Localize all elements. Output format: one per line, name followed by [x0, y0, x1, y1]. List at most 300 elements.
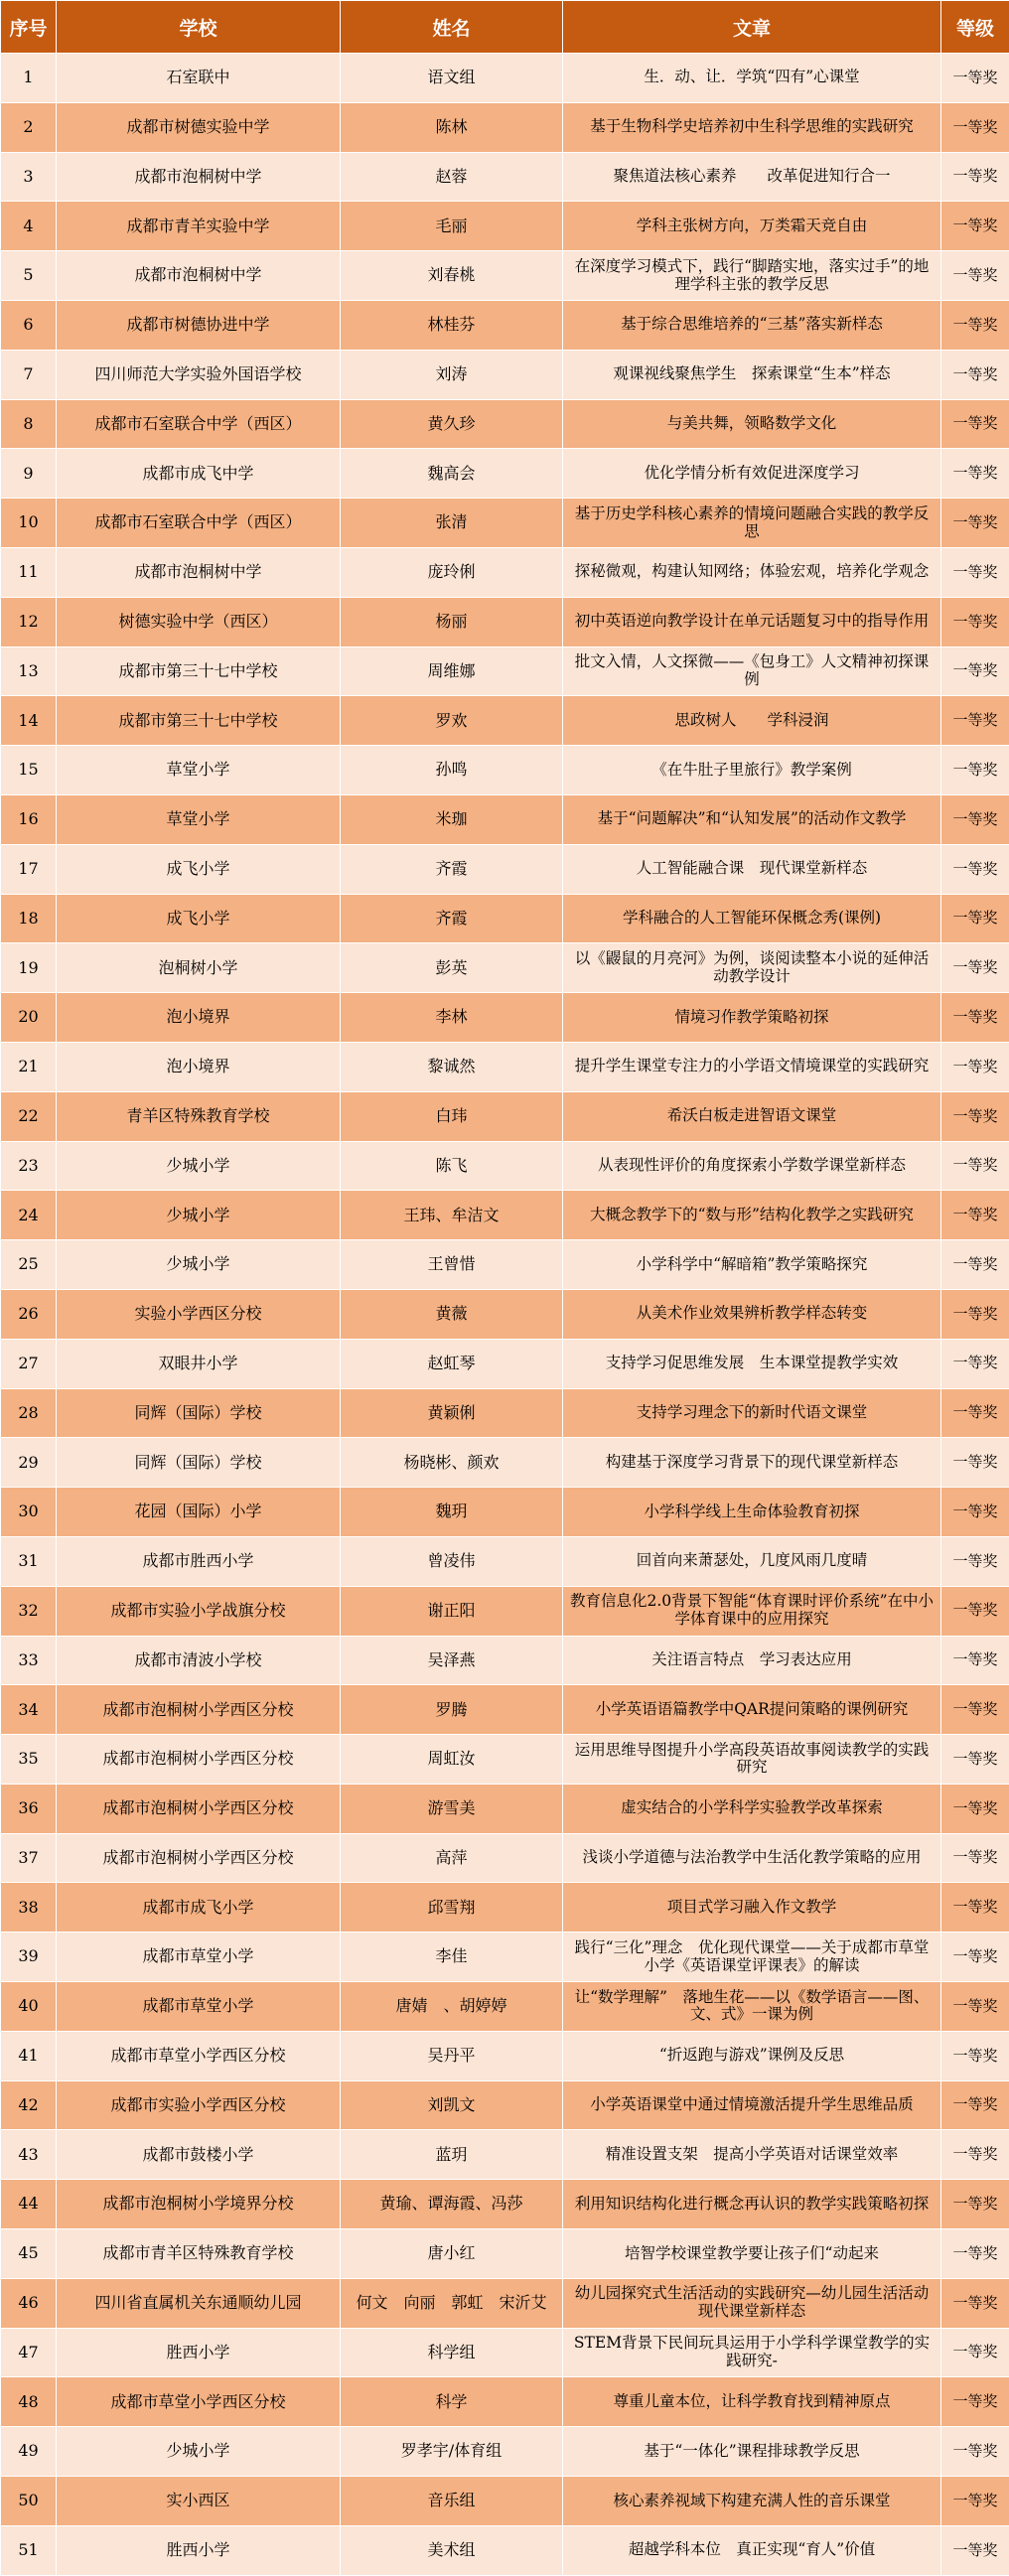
- row-level: 一等奖: [941, 2427, 1009, 2477]
- row-level: 一等奖: [941, 1982, 1009, 2032]
- row-school: 成都市泡桐树小学西区分校: [57, 1735, 341, 1785]
- row-article: 培智学校课堂教学要让孩子们“动起来: [563, 2229, 941, 2279]
- table-row: [1, 2377, 1009, 2427]
- row-article: 项目式学习融入作文教学: [563, 1883, 941, 1932]
- row-level: 一等奖: [941, 2278, 1009, 2328]
- row-number: 46: [1, 2278, 57, 2328]
- header-level: 等级: [941, 1, 1009, 54]
- row-number: 28: [1, 1388, 57, 1438]
- row-name: 庞玲俐: [341, 547, 563, 597]
- row-article: 核心素养视域下构建充满人性的音乐课堂: [563, 2477, 941, 2526]
- row-name: 罗孝宇/体育组: [341, 2427, 563, 2477]
- row-article: 运用思维导图提升小学高段英语故事阅读教学的实践研究: [563, 1735, 941, 1785]
- row-article: 学科融合的人工智能环保概念秀(课例): [563, 894, 941, 943]
- table-row: [1, 1191, 1009, 1240]
- row-article: 从美术作业效果辨析教学样态转变: [563, 1289, 941, 1339]
- row-article: 从表现性评价的角度探索小学数学课堂新样态: [563, 1141, 941, 1191]
- row-name: 刘凯文: [341, 2080, 563, 2130]
- row-school: 成都市树德实验中学: [57, 102, 341, 152]
- row-name: 何文 向丽 郭虹 宋沂艾: [341, 2278, 563, 2328]
- row-number: 42: [1, 2080, 57, 2130]
- row-name: 邱雪翔: [341, 1883, 563, 1932]
- row-name: 美术组: [341, 2525, 563, 2575]
- row-article: 支持学习理念下的新时代语文课堂: [563, 1388, 941, 1438]
- row-name: 谢正阳: [341, 1586, 563, 1636]
- row-level: 一等奖: [941, 1091, 1009, 1141]
- row-name: 王曾惜: [341, 1240, 563, 1290]
- table-row: [1, 894, 1009, 943]
- table-row: [1, 2080, 1009, 2130]
- table-row: [1, 696, 1009, 746]
- row-level: 一等奖: [941, 1141, 1009, 1191]
- table-row: [1, 1883, 1009, 1932]
- row-school: 泡小境界: [57, 1042, 341, 1091]
- row-level: 一等奖: [941, 1191, 1009, 1240]
- row-school: 实验小学西区分校: [57, 1289, 341, 1339]
- row-school: 少城小学: [57, 1240, 341, 1290]
- row-number: 26: [1, 1289, 57, 1339]
- row-number: 4: [1, 202, 57, 251]
- row-level: 一等奖: [941, 1488, 1009, 1537]
- row-name: 毛丽: [341, 202, 563, 251]
- row-number: 9: [1, 449, 57, 499]
- row-number: 5: [1, 251, 57, 301]
- row-level: 一等奖: [941, 499, 1009, 548]
- table-row: [1, 1388, 1009, 1438]
- row-number: 31: [1, 1536, 57, 1586]
- row-name: 赵蓉: [341, 152, 563, 202]
- table-row: [1, 1240, 1009, 1290]
- row-level: 一等奖: [941, 2080, 1009, 2130]
- row-article: 观课视线聚焦学生 探索课堂“生本”样态: [563, 350, 941, 399]
- row-article: 提升学生课堂专注力的小学语文情境课堂的实践研究: [563, 1042, 941, 1091]
- row-article: 优化学情分析有效促进深度学习: [563, 449, 941, 499]
- row-article: 基于生物科学史培养初中生科学思维的实践研究: [563, 102, 941, 152]
- row-school: 同辉（国际）学校: [57, 1438, 341, 1488]
- table-row: [1, 1685, 1009, 1735]
- row-level: 一等奖: [941, 102, 1009, 152]
- row-article: 小学英语课堂中通过情境激活提升学生思维品质: [563, 2080, 941, 2130]
- row-school: 成都市石室联合中学（西区）: [57, 399, 341, 449]
- row-name: 刘春桃: [341, 251, 563, 301]
- row-school: 成都市青羊实验中学: [57, 202, 341, 251]
- row-school: 成都市石室联合中学（西区）: [57, 499, 341, 548]
- table-row: [1, 1438, 1009, 1488]
- row-name: 彭英: [341, 943, 563, 993]
- row-name: 白玮: [341, 1091, 563, 1141]
- row-number: 38: [1, 1883, 57, 1932]
- row-level: 一等奖: [941, 1289, 1009, 1339]
- table-row: [1, 597, 1009, 646]
- table-row: [1, 1141, 1009, 1191]
- row-level: 一等奖: [941, 1685, 1009, 1735]
- row-school: 成都市草堂小学: [57, 1982, 341, 2032]
- table-row: [1, 1932, 1009, 1982]
- row-level: 一等奖: [941, 894, 1009, 943]
- row-level: 一等奖: [941, 1883, 1009, 1932]
- row-name: 杨晓彬、颜欢: [341, 1438, 563, 1488]
- row-level: 一等奖: [941, 993, 1009, 1043]
- row-article: 希沃白板走进智语文课堂: [563, 1091, 941, 1141]
- row-school: 泡小境界: [57, 993, 341, 1043]
- row-article: 大概念教学下的“数与形”结构化教学之实践研究: [563, 1191, 941, 1240]
- row-name: 游雪美: [341, 1784, 563, 1833]
- row-number: 40: [1, 1982, 57, 2032]
- table-row: [1, 2328, 1009, 2377]
- row-article: 初中英语逆向教学设计在单元话题复习中的指导作用: [563, 597, 941, 646]
- row-school: 成都市树德协进中学: [57, 300, 341, 350]
- row-school: 成都市泡桐树小学境界分校: [57, 2180, 341, 2229]
- row-number: 15: [1, 746, 57, 795]
- row-school: 少城小学: [57, 1141, 341, 1191]
- row-article: 《在牛肚子里旅行》教学案例: [563, 746, 941, 795]
- row-article: 学科主张树方向，万类霜天竞自由: [563, 202, 941, 251]
- table-row: [1, 1488, 1009, 1537]
- row-number: 48: [1, 2377, 57, 2427]
- row-school: 胜西小学: [57, 2525, 341, 2575]
- row-name: 吴丹平: [341, 2031, 563, 2080]
- row-level: 一等奖: [941, 1339, 1009, 1388]
- table-row: [1, 1091, 1009, 1141]
- row-school: 四川省直属机关东通顺幼儿园: [57, 2278, 341, 2328]
- row-school: 成都市成飞中学: [57, 449, 341, 499]
- row-number: 2: [1, 102, 57, 152]
- row-school: 成都市清波小学校: [57, 1636, 341, 1685]
- table-row: [1, 499, 1009, 548]
- row-article: 基于历史学科核心素养的情境问题融合实践的教学反思: [563, 499, 941, 548]
- row-number: 49: [1, 2427, 57, 2477]
- row-article: 构建基于深度学习背景下的现代课堂新样态: [563, 1438, 941, 1488]
- row-school: 青羊区特殊教育学校: [57, 1091, 341, 1141]
- table-row: [1, 54, 1009, 103]
- row-number: 3: [1, 152, 57, 202]
- row-school: 成都市泡桐树中学: [57, 251, 341, 301]
- row-level: 一等奖: [941, 449, 1009, 499]
- row-level: 一等奖: [941, 1388, 1009, 1438]
- table-row: [1, 399, 1009, 449]
- row-name: 魏玥: [341, 1488, 563, 1537]
- row-level: 一等奖: [941, 696, 1009, 746]
- row-name: 唐小红: [341, 2229, 563, 2279]
- table-row: [1, 746, 1009, 795]
- row-article: 以《鼹鼠的月亮河》为例，谈阅读整本小说的延伸活动教学设计: [563, 943, 941, 993]
- row-article: 批文入情，人文探微——《包身工》人文精神初探课例: [563, 646, 941, 696]
- row-name: 张清: [341, 499, 563, 548]
- table-row: [1, 1636, 1009, 1685]
- row-number: 45: [1, 2229, 57, 2279]
- row-school: 成都市泡桐树中学: [57, 547, 341, 597]
- row-number: 21: [1, 1042, 57, 1091]
- row-level: 一等奖: [941, 2031, 1009, 2080]
- row-number: 16: [1, 794, 57, 844]
- row-school: 成都市泡桐树中学: [57, 152, 341, 202]
- row-school: 成都市实验小学战旗分校: [57, 1586, 341, 1636]
- table-row: [1, 1536, 1009, 1586]
- row-school: 少城小学: [57, 1191, 341, 1240]
- row-article: 精准设置支架 提高小学英语对话课堂效率: [563, 2130, 941, 2180]
- row-name: 魏高会: [341, 449, 563, 499]
- row-school: 实小西区: [57, 2477, 341, 2526]
- row-article: 关注语言特点 学习表达应用: [563, 1636, 941, 1685]
- row-level: 一等奖: [941, 794, 1009, 844]
- row-school: 同辉（国际）学校: [57, 1388, 341, 1438]
- row-name: 黎诚然: [341, 1042, 563, 1091]
- table-row: [1, 102, 1009, 152]
- row-school: 成都市泡桐树小学西区分校: [57, 1685, 341, 1735]
- row-number: 29: [1, 1438, 57, 1488]
- row-school: 成都市泡桐树小学西区分校: [57, 1784, 341, 1833]
- table-row: [1, 1735, 1009, 1785]
- row-level: 一等奖: [941, 1536, 1009, 1586]
- row-school: 胜西小学: [57, 2328, 341, 2377]
- row-name: 高萍: [341, 1833, 563, 1883]
- table-row: [1, 1339, 1009, 1388]
- row-school: 成都市青羊区特殊教育学校: [57, 2229, 341, 2279]
- row-article: 基于“一体化”课程排球教学反思: [563, 2427, 941, 2477]
- row-name: 曾凌伟: [341, 1536, 563, 1586]
- row-name: 米珈: [341, 794, 563, 844]
- row-level: 一等奖: [941, 1240, 1009, 1290]
- row-article: 小学科学中“解暗箱”教学策略探究: [563, 1240, 941, 1290]
- row-name: 音乐组: [341, 2477, 563, 2526]
- row-article: 情境习作教学策略初探: [563, 993, 941, 1043]
- row-school: 成都市泡桐树小学西区分校: [57, 1833, 341, 1883]
- table-row: [1, 1982, 1009, 2032]
- row-school: 成都市胜西小学: [57, 1536, 341, 1586]
- row-article: 践行“三化”理念 优化现代课堂——关于成都市草堂小学《英语课堂评课表》的解读: [563, 1932, 941, 1982]
- row-name: 陈飞: [341, 1141, 563, 1191]
- row-number: 51: [1, 2525, 57, 2575]
- row-level: 一等奖: [941, 1735, 1009, 1785]
- row-number: 44: [1, 2180, 57, 2229]
- row-school: 四川师范大学实验外国语学校: [57, 350, 341, 399]
- row-name: 黄瑜、谭海霞、冯莎: [341, 2180, 563, 2229]
- row-name: 陈林: [341, 102, 563, 152]
- row-school: 成都市第三十七中学校: [57, 696, 341, 746]
- row-name: 科学: [341, 2377, 563, 2427]
- table-row: [1, 152, 1009, 202]
- row-level: 一等奖: [941, 300, 1009, 350]
- row-article: 虚实结合的小学科学实验教学改革探索: [563, 1784, 941, 1833]
- row-level: 一等奖: [941, 1833, 1009, 1883]
- table-row: [1, 2525, 1009, 2575]
- table-row: [1, 794, 1009, 844]
- row-school: 双眼井小学: [57, 1339, 341, 1388]
- row-school: 成都市成飞小学: [57, 1883, 341, 1932]
- row-name: 杨丽: [341, 597, 563, 646]
- row-article: 小学英语语篇教学中QAR提问策略的课例研究: [563, 1685, 941, 1735]
- row-name: 周虹汝: [341, 1735, 563, 1785]
- row-level: 一等奖: [941, 1586, 1009, 1636]
- row-number: 36: [1, 1784, 57, 1833]
- row-number: 7: [1, 350, 57, 399]
- row-number: 10: [1, 499, 57, 548]
- row-name: 刘涛: [341, 350, 563, 399]
- row-name: 黄颖俐: [341, 1388, 563, 1438]
- row-article: 基于综合思维培养的“三基”落实新样态: [563, 300, 941, 350]
- table-row: [1, 2031, 1009, 2080]
- row-level: 一等奖: [941, 350, 1009, 399]
- row-number: 37: [1, 1833, 57, 1883]
- table-row: [1, 2427, 1009, 2477]
- row-level: 一等奖: [941, 1438, 1009, 1488]
- row-level: 一等奖: [941, 152, 1009, 202]
- row-level: 一等奖: [941, 399, 1009, 449]
- row-name: 孙鸣: [341, 746, 563, 795]
- table-row: [1, 943, 1009, 993]
- row-name: 林桂芬: [341, 300, 563, 350]
- row-school: 草堂小学: [57, 746, 341, 795]
- row-number: 30: [1, 1488, 57, 1537]
- row-number: 14: [1, 696, 57, 746]
- header-school: 学校: [57, 1, 341, 54]
- row-level: 一等奖: [941, 202, 1009, 251]
- row-name: 语文组: [341, 54, 563, 103]
- row-article: 幼儿园探究式生活活动的实践研究—幼儿园生活活动现代课堂新样态: [563, 2278, 941, 2328]
- row-level: 一等奖: [941, 943, 1009, 993]
- row-name: 齐霞: [341, 844, 563, 894]
- row-level: 一等奖: [941, 1042, 1009, 1091]
- row-level: 一等奖: [941, 2229, 1009, 2279]
- table-row: [1, 1586, 1009, 1636]
- row-name: 罗腾: [341, 1685, 563, 1735]
- row-school: 花园（国际）小学: [57, 1488, 341, 1537]
- row-school: 成都市草堂小学: [57, 1932, 341, 1982]
- row-article: 基于“问题解决”和“认知发展”的活动作文教学: [563, 794, 941, 844]
- row-level: 一等奖: [941, 2477, 1009, 2526]
- row-article: 探秘微观，构建认知网络；体验宏观，培养化学观念: [563, 547, 941, 597]
- row-article: STEM背景下民间玩具运用于小学科学课堂教学的实践研究-: [563, 2328, 941, 2377]
- row-name: 蓝玥: [341, 2130, 563, 2180]
- table-row: [1, 1042, 1009, 1091]
- table-row: [1, 2180, 1009, 2229]
- row-school: 少城小学: [57, 2427, 341, 2477]
- row-name: 科学组: [341, 2328, 563, 2377]
- table-row: [1, 449, 1009, 499]
- row-level: 一等奖: [941, 2180, 1009, 2229]
- row-name: 吴泽燕: [341, 1636, 563, 1685]
- row-number: 33: [1, 1636, 57, 1685]
- row-number: 11: [1, 547, 57, 597]
- row-number: 17: [1, 844, 57, 894]
- row-number: 34: [1, 1685, 57, 1735]
- row-number: 35: [1, 1735, 57, 1785]
- row-name: 王玮、牟洁文: [341, 1191, 563, 1240]
- row-article: 支持学习促思维发展 生本课堂提教学实效: [563, 1339, 941, 1388]
- row-school: 成飞小学: [57, 894, 341, 943]
- row-number: 12: [1, 597, 57, 646]
- row-article: 让“数学理解” 落地生花——以《数学语言——图、文、式》一课为例: [563, 1982, 941, 2032]
- row-number: 41: [1, 2031, 57, 2080]
- row-name: 齐霞: [341, 894, 563, 943]
- header-no: 序号: [1, 1, 57, 54]
- row-school: 成飞小学: [57, 844, 341, 894]
- row-article: 小学科学线上生命体验教育初探: [563, 1488, 941, 1537]
- row-school: 成都市草堂小学西区分校: [57, 2031, 341, 2080]
- row-number: 20: [1, 993, 57, 1043]
- row-article: 与美共舞，领略数学文化: [563, 399, 941, 449]
- row-number: 50: [1, 2477, 57, 2526]
- row-article: 思政树人 学科浸润: [563, 696, 941, 746]
- table-row: [1, 844, 1009, 894]
- row-level: 一等奖: [941, 746, 1009, 795]
- row-number: 43: [1, 2130, 57, 2180]
- table-row: [1, 2278, 1009, 2328]
- row-name: 赵虹琴: [341, 1339, 563, 1388]
- table-row: [1, 2130, 1009, 2180]
- row-number: 1: [1, 54, 57, 103]
- row-article: “折返跑与游戏”课例及反思: [563, 2031, 941, 2080]
- row-number: 24: [1, 1191, 57, 1240]
- row-number: 23: [1, 1141, 57, 1191]
- row-article: 浅谈小学道德与法治教学中生活化教学策略的应用: [563, 1833, 941, 1883]
- table-row: [1, 2229, 1009, 2279]
- row-article: 生．动、让．学筑“四有”心课堂: [563, 54, 941, 103]
- row-school: 石室联中: [57, 54, 341, 103]
- row-number: 22: [1, 1091, 57, 1141]
- row-name: 李林: [341, 993, 563, 1043]
- row-level: 一等奖: [941, 1784, 1009, 1833]
- row-school: 成都市草堂小学西区分校: [57, 2377, 341, 2427]
- row-level: 一等奖: [941, 1932, 1009, 1982]
- row-article: 尊重儿童本位，让科学教育找到精神原点: [563, 2377, 941, 2427]
- row-school: 成都市实验小学西区分校: [57, 2080, 341, 2130]
- row-level: 一等奖: [941, 1636, 1009, 1685]
- row-level: 一等奖: [941, 2130, 1009, 2180]
- row-number: 25: [1, 1240, 57, 1290]
- row-name: 周维娜: [341, 646, 563, 696]
- row-level: 一等奖: [941, 2328, 1009, 2377]
- header-article: 文章: [563, 1, 941, 54]
- table-row: [1, 1833, 1009, 1883]
- row-article: 超越学科本位 真正实现“育人”价值: [563, 2525, 941, 2575]
- row-name: 罗欢: [341, 696, 563, 746]
- row-number: 13: [1, 646, 57, 696]
- header-name: 姓名: [341, 1, 563, 54]
- table-row: [1, 993, 1009, 1043]
- row-number: 47: [1, 2328, 57, 2377]
- row-level: 一等奖: [941, 597, 1009, 646]
- row-level: 一等奖: [941, 2525, 1009, 2575]
- row-number: 18: [1, 894, 57, 943]
- table-row: [1, 300, 1009, 350]
- table-row: [1, 350, 1009, 399]
- table-row: [1, 1289, 1009, 1339]
- row-number: 19: [1, 943, 57, 993]
- row-article: 人工智能融合课 现代课堂新样态: [563, 844, 941, 894]
- row-number: 27: [1, 1339, 57, 1388]
- row-article: 在深度学习模式下，践行“脚踏实地，落实过手”的地理学科主张的教学反思: [563, 251, 941, 301]
- row-level: 一等奖: [941, 646, 1009, 696]
- row-level: 一等奖: [941, 547, 1009, 597]
- row-article: 聚焦道法核心素养 改革促进知行合一: [563, 152, 941, 202]
- row-name: 黄薇: [341, 1289, 563, 1339]
- row-name: 李佳: [341, 1932, 563, 1982]
- table-row: [1, 251, 1009, 301]
- row-article: 教育信息化2.0背景下智能“体育课时评价系统”在中小学体育课中的应用探究: [563, 1586, 941, 1636]
- row-level: 一等奖: [941, 251, 1009, 301]
- row-school: 成都市鼓楼小学: [57, 2130, 341, 2180]
- row-number: 8: [1, 399, 57, 449]
- row-number: 6: [1, 300, 57, 350]
- table-row: [1, 2477, 1009, 2526]
- row-level: 一等奖: [941, 2377, 1009, 2427]
- row-name: 唐婧 、胡婷婷: [341, 1982, 563, 2032]
- table-row: [1, 1784, 1009, 1833]
- table-row: [1, 646, 1009, 696]
- row-school: 草堂小学: [57, 794, 341, 844]
- row-level: 一等奖: [941, 54, 1009, 103]
